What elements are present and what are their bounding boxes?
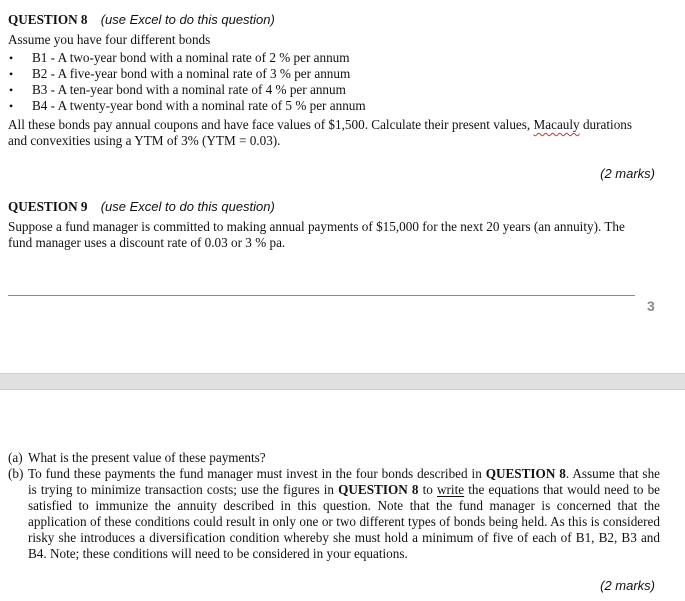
page-number: 3 <box>647 298 655 314</box>
bullet-icon: • <box>9 67 14 81</box>
question-8-paragraph-line-1 <box>8 117 632 133</box>
bullet-icon: • <box>9 51 14 65</box>
question-9-title: QUESTION 9 <box>8 199 88 214</box>
question-9-line-2: fund manager uses a discount rate of 0.03 or 3 % pa. <box>8 235 286 250</box>
bond-item-b2: B2 - A five-year bond with a nominal rate of 3 % per annum <box>32 66 351 81</box>
part-a-label: (a) <box>8 450 23 465</box>
bond-item-b3: B3 - A ten-year bond with a nominal rate of 4 % per annum <box>32 82 346 97</box>
part-b <box>8 466 660 562</box>
part-b-label: (b) <box>8 466 24 481</box>
bullet-icon: • <box>9 99 14 113</box>
part-b-text-1: To fund these payments the fund manager must invest in the four bonds described in <box>28 466 482 481</box>
question-8-text-end: durations <box>582 117 633 132</box>
question-9-hint: (use Excel to do this question) <box>100 199 275 214</box>
part-b-ref-question-8: QUESTION 8 <box>485 466 566 481</box>
bullet-icon: • <box>9 83 14 97</box>
question-8-title: QUESTION 8 <box>8 12 88 27</box>
part-b-write-word: write <box>437 482 465 497</box>
part-b-text-4: the equations that would need to be satisfied to immunize the annuity described in this question. Note that the fund manager is concerned that the application of these conditions could result in only one or two different types of bonds being held. As this is considered risky she introduces a diversification condition whereby she must hold a minimum of five of each of B1, B2, B3 and B4. Note; these conditions will need to be considered in your equations. <box>28 482 661 561</box>
question-9-heading <box>8 199 275 215</box>
question-8-paragraph-line-2: and convexities using a YTM of 3% (YTM = 0.03). <box>8 133 281 148</box>
question-9-parts <box>8 450 660 562</box>
part-b-text-3: to <box>422 482 433 497</box>
page-break-gap <box>0 373 685 390</box>
question-8-text: All these bonds pay annual coupons and have face values of $1,500. Calculate their present values, <box>8 117 531 132</box>
part-a <box>8 450 660 466</box>
question-9-line-1: Suppose a fund manager is committed to making annual payments of $15,000 for the next 20 years (an annuity). The <box>8 219 625 234</box>
question-8-intro: Assume you have four different bonds <box>8 32 211 47</box>
part-a-text: What is the present value of these payments? <box>28 450 266 465</box>
part-b-ref-question-8-second: QUESTION 8 <box>338 482 419 497</box>
question-8-heading <box>8 12 275 28</box>
question-8-hint: (use Excel to do this question) <box>100 12 275 27</box>
part-b-text-2: . Assume that she is trying to minimize transaction costs; use the figures in <box>28 466 661 497</box>
bond-item-b1: B1 - A two-year bond with a nominal rate of 2 % per annum <box>32 50 350 65</box>
question-9-marks: (2 marks) <box>600 578 655 593</box>
question-8-marks: (2 marks) <box>600 166 655 181</box>
page-divider <box>8 295 635 296</box>
spellcheck-word: Macauly <box>533 117 580 132</box>
bond-item-b4: B4 - A twenty-year bond with a nominal rate of 5 % per annum <box>32 98 366 113</box>
